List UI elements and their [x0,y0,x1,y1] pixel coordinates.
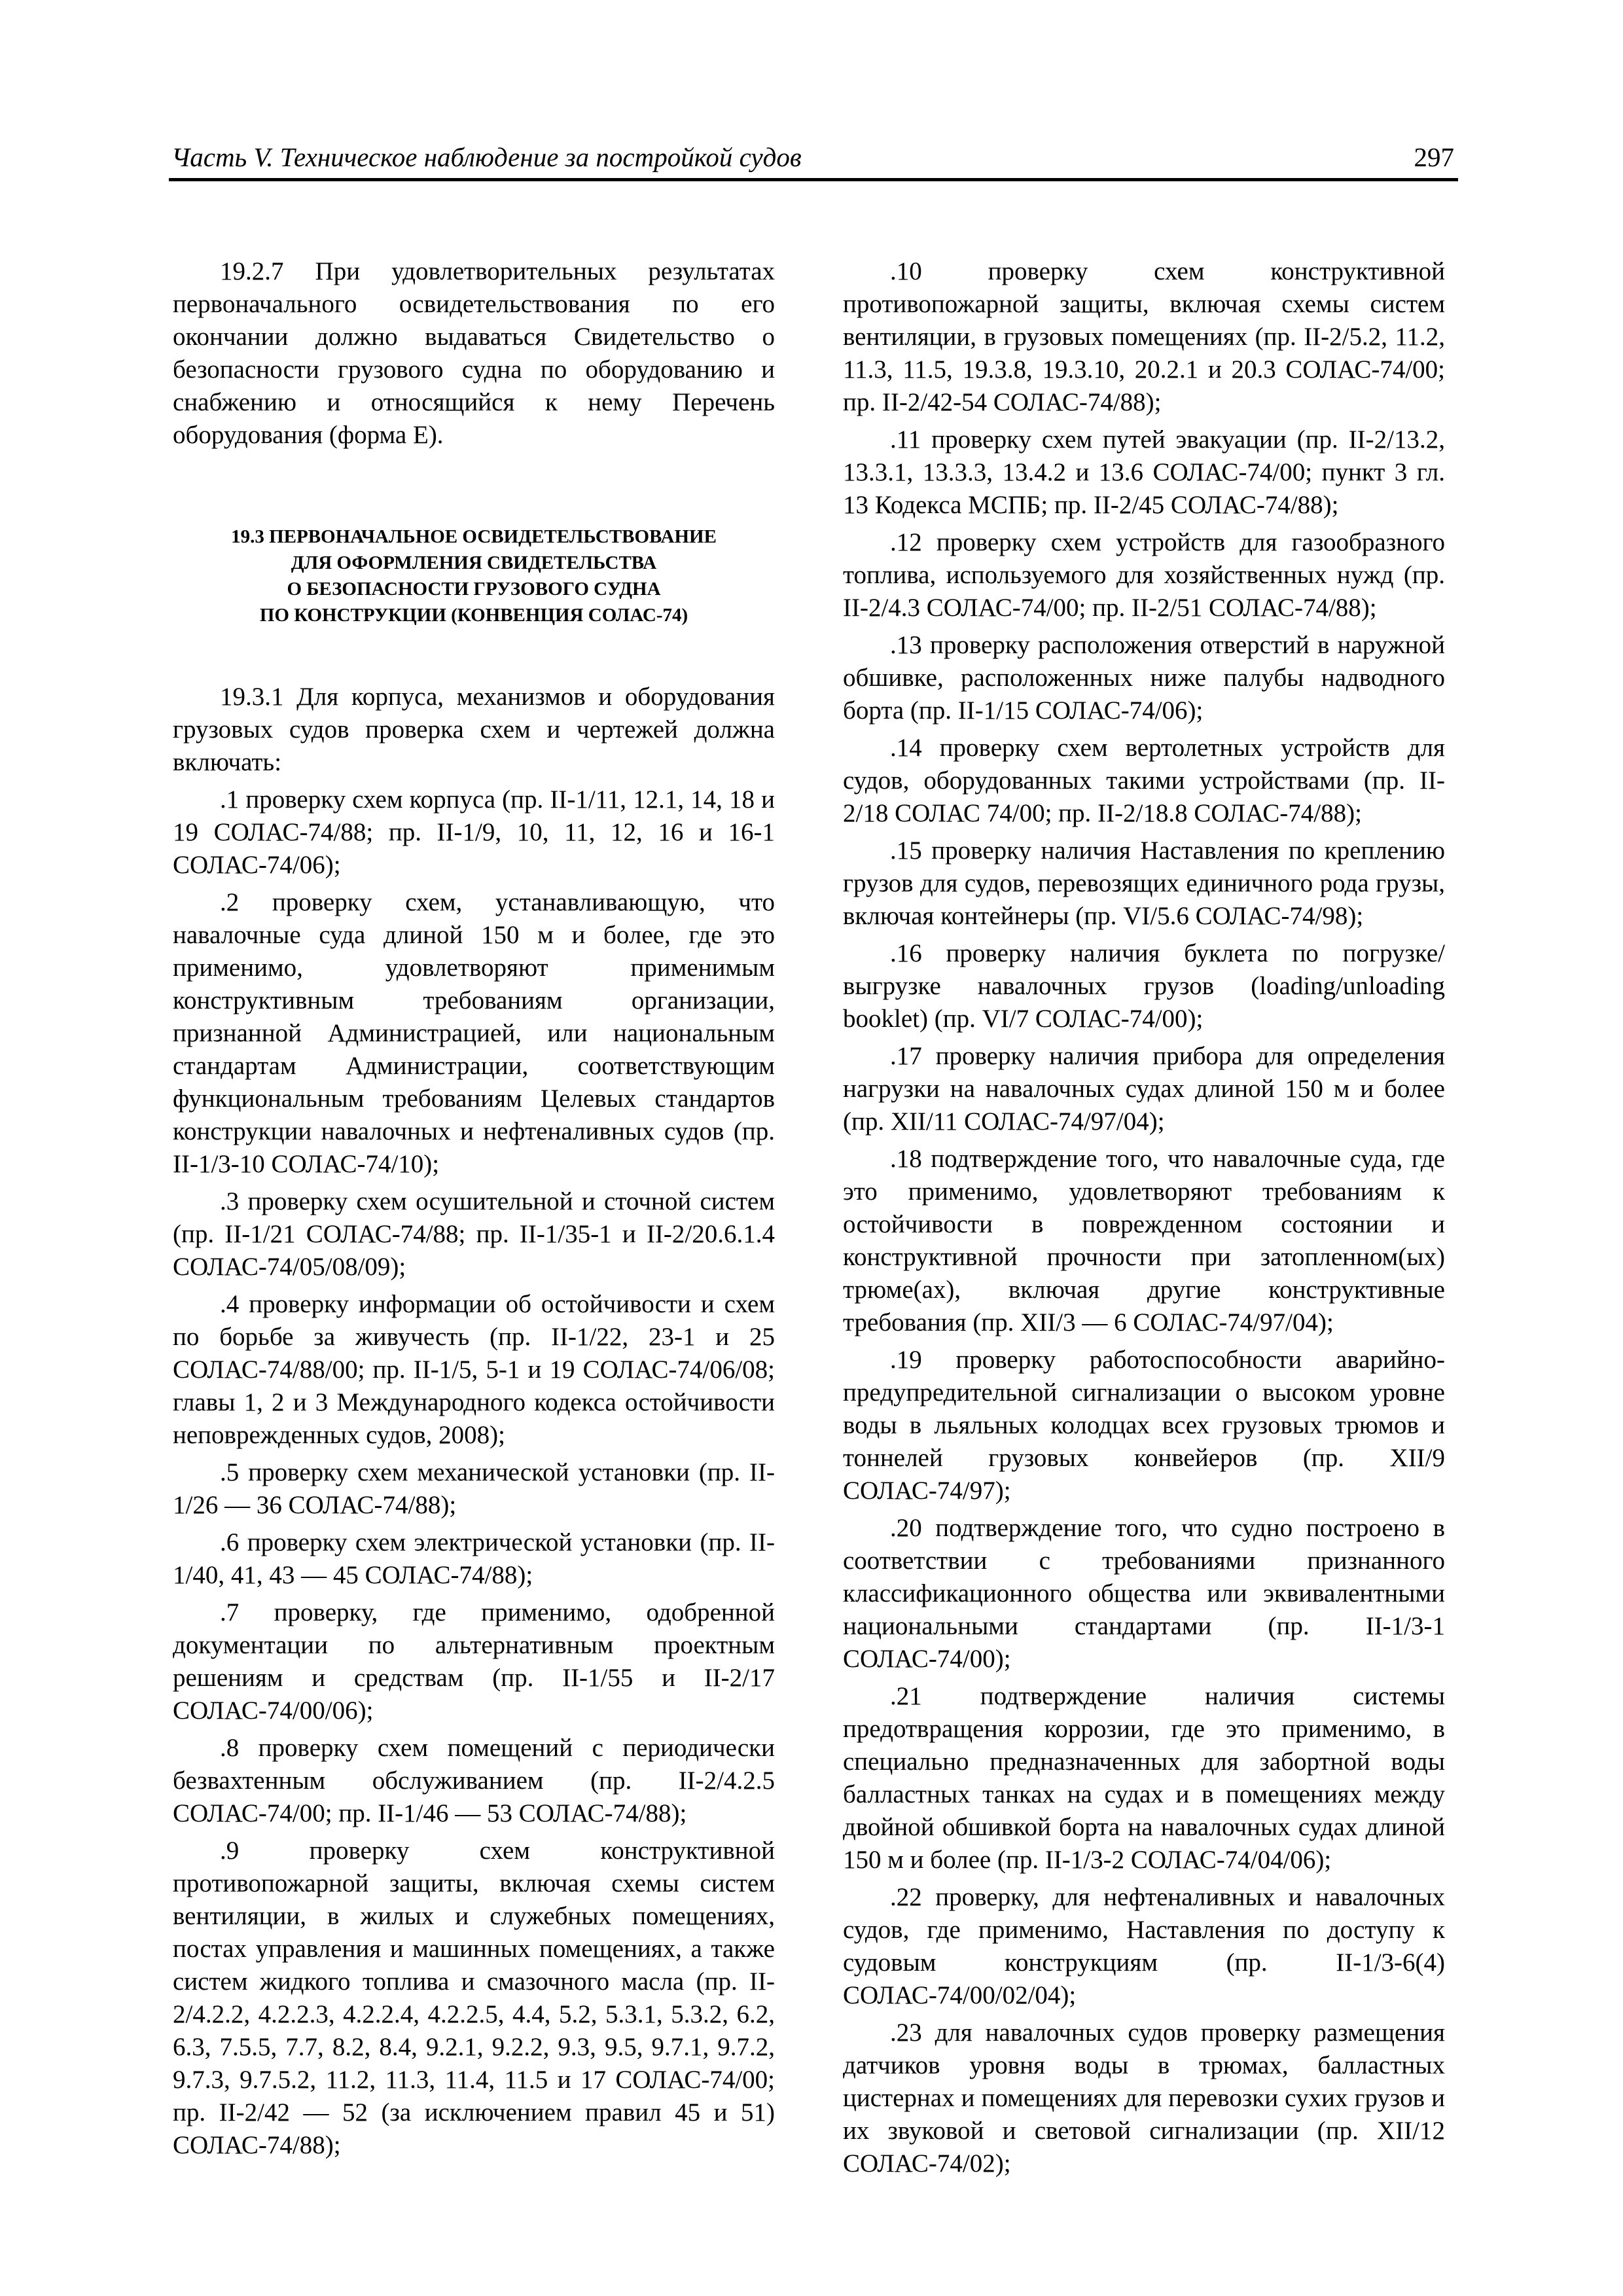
list-item-12: .12 проверку схем устройств для газообразного топлива, используемого для хозяйственных нужд (пр. II-2/4.3 СОЛАС-74/00; пр. II-2/51 СОЛАС-74/88); [843,528,1445,622]
list-item-7: .7 проверку, где применимо, одобренной документации по альтернативным проектным решениям и средствам (пр. II-1/55 и II-2/17 СОЛАС-74/00/06); [173,1598,775,1725]
list-item-21: .21 подтверждение наличия системы предотвращения коррозии, где это применимо, в специально предназначенных для забортной воды балластных танках на судах и в помещениях между двойной обшивкой борта на навалочных судах длиной 150 м и более (пр. II-1/3-2 СОЛАС-74/04/06); [843,1682,1445,1874]
list-item-4: .4 проверку информации об остойчивости и схем по борьбе за живучесть (пр. II-1/22, 23-1 и 25 СОЛАС-74/88/00; пр. II-1/5, 5-1 и 19 СОЛАС-74/06/08; главы 1, 2 и 3 Международного кодекса остойчивости неповрежденных судов, 2008); [173,1290,775,1449]
list-item-15: .15 проверку наличия Наставления по креплению грузов для судов, перевозящих единичного рода грузы, включая контейнеры (пр. VI/5.6 СОЛАС-74/98); [843,836,1445,930]
list-item-19: .19 проверку работоспособности аварийно-предупредительной сигнализации о высоком уровне воды в льяльных колодцах всех грузовых трюмов и тоннелей грузовых конвейеров (пр. XII/9 СОЛАС-74/97); [843,1346,1445,1505]
list-item-2: .2 проверку схем, устанавливающую, что навалочные суда длиной 150 м и более, где это применимо, удовлетворяют применимым конструктивным требованиям организации, признанной Администрацией, или национальным стандартам Администрации, соответствующим функциональным требованиям Целевых стандартов конструкции навалочных и нефтеналивных судов (пр. II-1/3-10 СОЛАС-74/10); [173,888,775,1178]
running-header [169,139,1458,181]
right-column [843,255,1445,2185]
list-item-11: .11 проверку схем путей эвакуации (пр. II-2/13.2, 13.3.1, 13.3.3, 13.4.2 и 13.6 СОЛАС-74/00; пункт 3 гл. 13 Кодекса МСПБ; пр. II-2/45 СОЛАС-74/88); [843,425,1445,519]
list-item-22: .22 проверку, для нефтеналивных и навалочных судов, где применимо, Наставления по доступу к судовым конструкциям (пр. II-1/3-6(4) СОЛАС-74/00/02/04); [843,1883,1445,2009]
list-item-17: .17 проверку наличия прибора для определения нагрузки на навалочных судах длиной 150 м и более (пр. XII/11 СОЛАС-74/97/04); [843,1042,1445,1136]
list-item-20: .20 подтверждение того, что судно построено в соответствии с требованиями признанного классификационного общества или эквивалентными национальными стандартами (пр. II-1/3-1 СОЛАС-74/00); [843,1514,1445,1673]
list-item-16: .16 проверку наличия буклета по погрузке/ выгрузке навалочных грузов (loading/unloading booklet) (пр. VI/7 СОЛАС-74/00); [843,939,1445,1033]
list-item-8: .8 проверку схем помещений с периодически безвахтенным обслуживанием (пр. II-2/4.2.5 СОЛАС-74/00; пр. II-1/46 — 53 СОЛАС-74/88); [173,1734,775,1827]
list-item-3: .3 проверку схем осушительной и сточной систем (пр. II-1/21 СОЛАС-74/88; пр. II-1/35-1 и II-2/20.6.1.4 СОЛАС-74/05/08/09); [173,1187,775,1281]
header-title: Часть V. Техническое наблюдение за постройкой судов [171,142,802,172]
list-item-14: .14 проверку схем вертолетных устройств для судов, оборудованных такими устройствами (пр. II-2/18 СОЛАС 74/00; пр. II-2/18.8 СОЛАС-74/88); [843,734,1445,827]
paragraph-19-3-1: 19.3.1 Для корпуса, механизмов и оборудования грузовых судов проверка схем и чертежей должна включать: [173,683,775,776]
page-number: 297 [1414,142,1454,172]
paragraph-19-2-7: 19.2.7 При удовлетворительных результатах первоначального освидетельствования по его окончании должно выдаваться Свидетельство о безопасности грузового судна по оборудованию и снабжению и относящийся к нему Перечень оборудования (форма E). [173,257,775,449]
left-column [173,255,775,2166]
list-item-23: .23 для навалочных судов проверку размещения датчиков уровня воды в трюмах, балластных цистернах и помещениях для перевозки сухих грузов и их звуковой и световой сигнализации (пр. XII/12 СОЛАС-74/02); [843,2018,1445,2178]
list-item-5: .5 проверку схем механической установки (пр. II-1/26 — 36 СОЛАС-74/88); [173,1458,775,1519]
section-heading-19-3: 19.3 ПЕРВОНАЧАЛЬНОЕ ОСВИДЕТЕЛЬСТВОВАНИЕ ДЛЯ ОФОРМЛЕНИЯ СВИДЕТЕЛЬСТВА О БЕЗОПАСНОСТИ ГРУЗОВОГО СУДНА ПО КОНСТРУКЦИИ (КОНВЕНЦИЯ СОЛАС-74) [231,526,717,626]
list-item-13: .13 проверку расположения отверстий в наружной обшивке, расположенных ниже палубы надводного борта (пр. II-1/15 СОЛАС-74/06); [843,631,1445,725]
list-item-6: .6 проверку схем электрической установки (пр. II-1/40, 41, 43 — 45 СОЛАС-74/88); [173,1528,775,1589]
list-item-18: .18 подтверждение того, что навалочные суда, где это применимо, удовлетворяют требованиям к остойчивости в поврежденном состоянии и конструктивной прочности при затопленном(ых) трюме(ах), включая другие конструктивные требования (пр. XII/3 — 6 СОЛАС-74/97/04); [843,1145,1445,1336]
list-item-1: .1 проверку схем корпуса (пр. II-1/11, 12.1, 14, 18 и 19 СОЛАС-74/88; пр. II-1/9, 10, 11, 12, 16 и 16-1 СОЛАС-74/06); [173,785,775,879]
list-item-9: .9 проверку схем конструктивной противопожарной защиты, включая схемы систем вентиляции, в жилых и служебных помещениях, постах управления и машинных помещениях, а также систем жидкого топлива и смазочного масла (пр. II-2/4.2.2, 4.2.2.3, 4.2.2.4, 4.2.2.5, 4.4, 5.2, 5.3.1, 5.3.2, 6.2, 6.3, 7.5.5, 7.7, 8.2, 8.4, 9.2.1, 9.2.2, 9.3, 9.5, 9.7.1, 9.7.2, 9.7.3, 9.7.5.2, 11.2, 11.3, 11.4, 11.5 и 17 СОЛАС-74/00; пр. II-2/42 — 52 (за исключением правил 45 и 51) СОЛАС-74/88); [173,1837,775,2159]
list-item-10: .10 проверку схем конструктивной противопожарной защиты, включая схемы систем вентиляции, в грузовых помещениях (пр. II-2/5.2, 11.2, 11.3, 11.5, 19.3.8, 19.3.10, 20.2.1 и 20.3 СОЛАС-74/00; пр. II-2/42-54 СОЛАС-74/88); [843,257,1445,416]
